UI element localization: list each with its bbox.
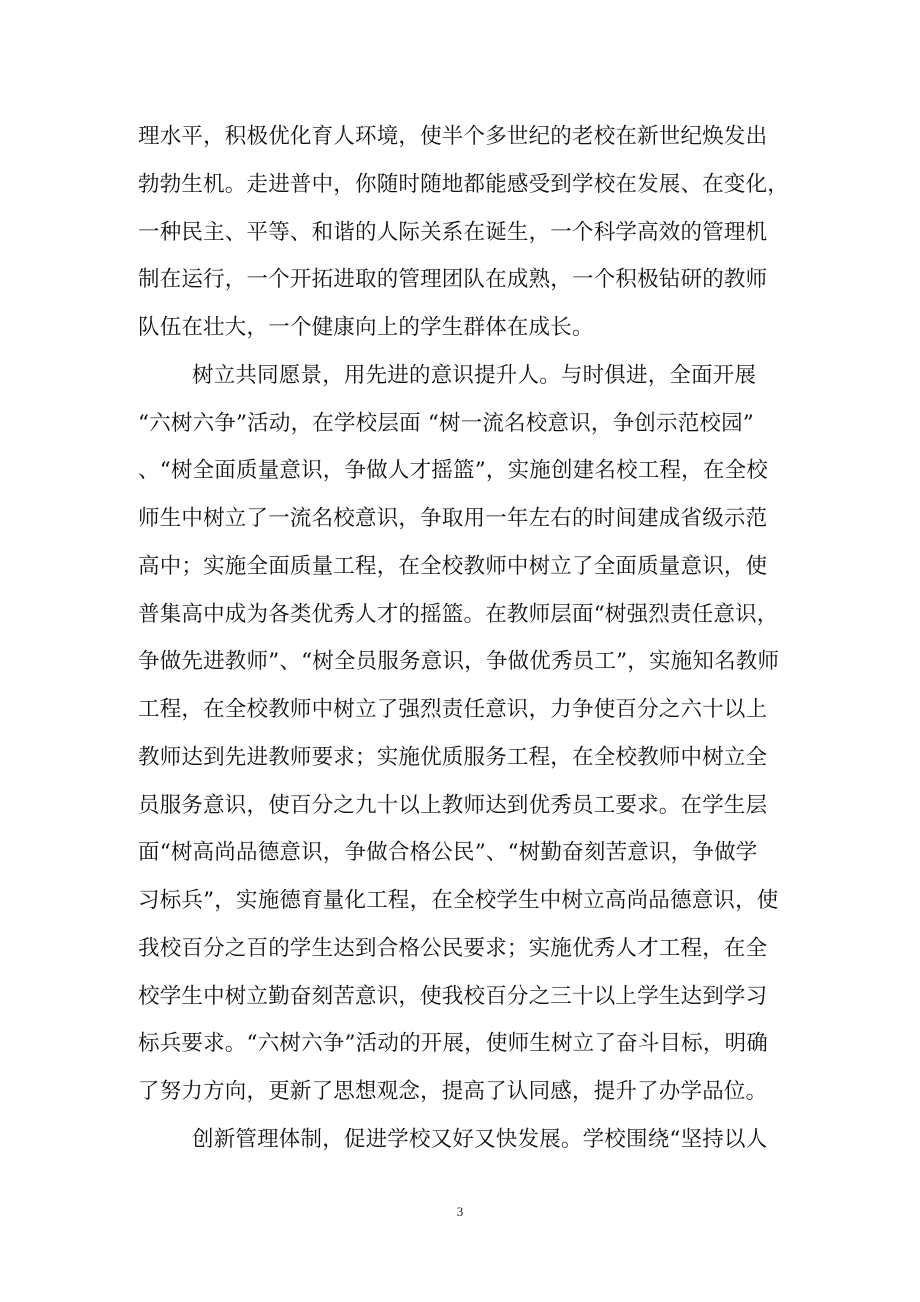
paragraph-start-line: 树立共同愿景，用先进的意识提升人。与时俱进，全面开展 [192,362,757,388]
paragraph-start-line: 创新管理体制，促进学校又好又快发展。学校围绕“坚持以人 [192,1126,768,1152]
text-line: 工程，在全校教师中树立了强烈责任意识，力争使百分之六十以上 [138,697,768,722]
text-line: “六树六争”活动，在学校层面 “树一流名校意识，争创示范校园” [138,410,755,436]
text-line: 队伍在壮大，一个健康向上的学生群体在成长。 [138,315,594,340]
text-line: 标兵要求。“六树六争”活动的开展，使师生树立了奋斗目标，明确 [138,1031,768,1057]
text-line: 、“树全面质量意识，争做人才摇篮”，实施创建名校工程，在全校 [138,458,768,484]
text-line: 理水平，积极优化育人环境，使半个多世纪的老校在新世纪焕发出 [138,124,768,149]
text-line: 争做先进教师”、“树全员服务意识，争做优秀员工”，实施知名教师 [138,649,780,675]
text-line: 教师达到先进教师要求；实施优质服务工程，在全校教师中树立全 [138,744,768,770]
text-line: 师生中树立了一流名校意识，争取用一年左右的时间建成省级示范 [138,506,768,531]
page-number: 3 [456,1204,464,1219]
text-line: 员服务意识，使百分之九十以上教师达到优秀员工要求。在学生层 [138,792,768,818]
text-line: 高中；实施全面质量工程，在全校教师中树立了全面质量意识，使 [138,553,768,579]
text-line: 校学生中树立勤奋刻苦意识，使我校百分之三十以上学生达到学习 [138,983,768,1009]
text-line: 一种民主、平等、和谐的人际关系在诞生，一个科学高效的管理机 [138,219,768,245]
text-line: 勃勃生机。走进普中，你随时随地都能感受到学校在发展、在变化， [138,171,790,197]
text-line: 普集高中成为各类优秀人才的摇篮。在教师层面“树强烈责任意识， [138,601,779,627]
text-line: 面“树高尚品德意识，争做合格公民”、“树勤奋刻苦意识，争做学 [138,840,758,866]
body-text [138,113,798,1164]
text-line: 制在运行，一个开拓进取的管理团队在成熟，一个积极钻研的教师 [138,267,768,293]
text-line: 习标兵”，实施德育量化工程，在全校学生中树立高尚品德意识，使 [138,888,779,913]
text-line: 我校百分之百的学生达到合格公民要求；实施优秀人才工程，在全 [138,935,768,961]
text-line: 了努力方向，更新了思想观念，提高了认同感，提升了办学品位。 [138,1079,768,1104]
